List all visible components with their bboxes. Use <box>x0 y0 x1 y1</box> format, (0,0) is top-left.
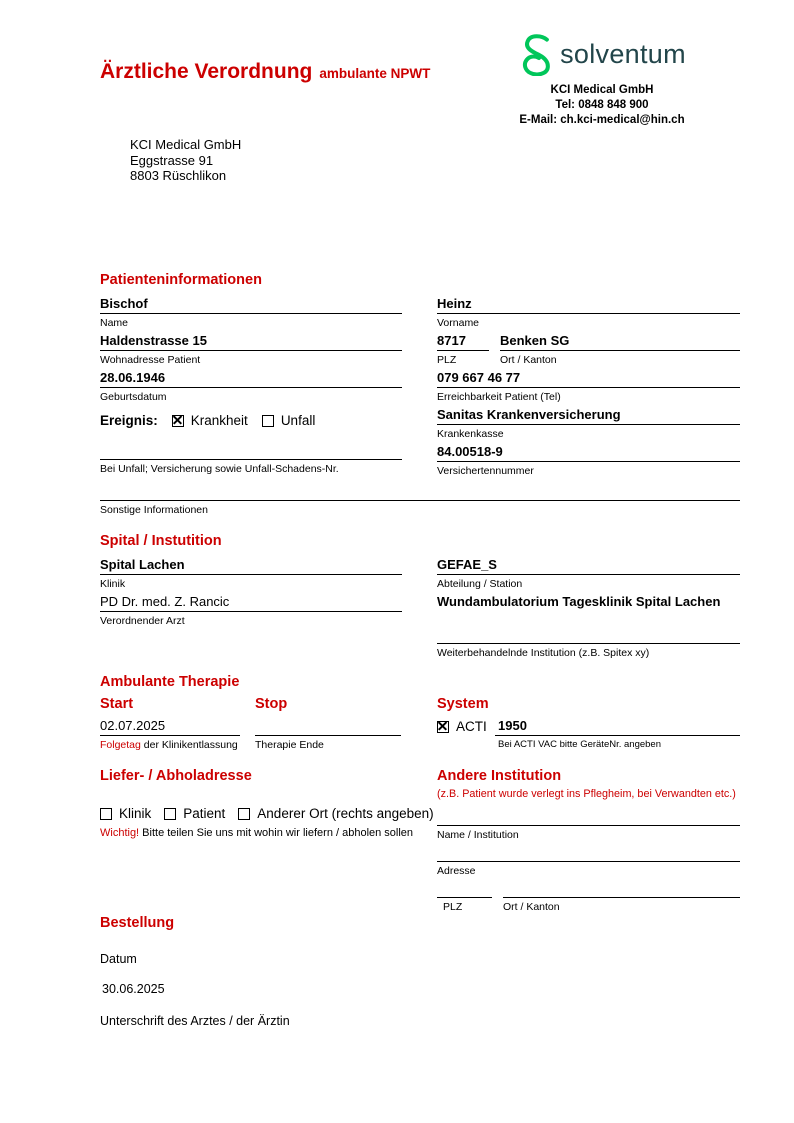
therapie-start-label-red: Folgetag <box>100 739 141 751</box>
field-patient-name <box>100 296 402 329</box>
section-title-therapie: Ambulante Therapie <box>100 674 240 690</box>
therapie-start-heading: Start <box>100 696 134 712</box>
abteilung-value: GEFAE_S <box>437 557 740 575</box>
section-title-andere: Andere Institution <box>437 768 562 784</box>
liefer-options-row <box>100 806 434 821</box>
field-therapie-stop <box>255 718 401 751</box>
field-klinik <box>100 557 402 590</box>
field-patient-geburtsdatum <box>100 370 402 403</box>
arzt-label: Verordnender Arzt <box>100 615 185 627</box>
liefer-note-red: Wichtig! <box>100 827 140 839</box>
andere-ort-value <box>503 880 740 898</box>
versichertennummer-label: Versichertennummer <box>437 465 534 477</box>
field-abteilung <box>437 557 740 590</box>
liefer-klinik-checkbox[interactable] <box>100 808 112 820</box>
klinik-value: Spital Lachen <box>100 557 402 575</box>
sender-address <box>130 137 241 184</box>
field-andere-name <box>437 808 740 841</box>
field-weiterbehandelnde-institution <box>437 594 740 659</box>
section-title-bestellung: Bestellung <box>100 915 175 931</box>
sonstige-label: Sonstige Informationen <box>100 504 208 516</box>
field-krankenkasse <box>437 407 740 440</box>
bestellung-datum-label: Datum <box>100 952 137 966</box>
system-option-row <box>437 719 487 734</box>
field-sonstige-informationen <box>100 483 740 516</box>
andere-plz-label: PLZ <box>443 901 463 913</box>
field-andere-plz <box>437 880 492 913</box>
field-andere-ort <box>503 880 740 913</box>
system-label: Bei ACTI VAC bitte GeräteNr. angeben <box>498 739 661 750</box>
system-value: 1950 <box>495 718 740 736</box>
sender-line-3: 8803 Rüschlikon <box>130 168 227 183</box>
page-title-row <box>100 60 430 84</box>
page-subtitle: ambulante NPWT <box>319 66 431 81</box>
field-unfall-nr <box>100 442 402 475</box>
andere-adresse-value <box>437 844 740 862</box>
brand-tel: Tel: 0848 848 900 <box>555 99 649 111</box>
andere-subtitle: (z.B. Patient wurde verlegt ins Pflegheim, bei Verwandten etc.) <box>437 788 736 800</box>
patient-tel-value: 079 667 46 77 <box>437 370 740 388</box>
patient-name-label: Name <box>100 317 129 329</box>
ereignis-label: Ereignis: <box>100 413 158 428</box>
krankenkasse-value: Sanitas Krankenversicherung <box>437 407 740 425</box>
patient-adresse-value: Haldenstrasse 15 <box>100 333 402 351</box>
field-system-geraetenr <box>495 718 740 751</box>
brand-contact <box>468 83 736 128</box>
patient-geburtsdatum-label: Geburtsdatum <box>100 391 167 403</box>
sender-line-1: KCI Medical GmbH <box>130 137 242 152</box>
solventum-logo-icon <box>518 33 553 76</box>
krankenkasse-label: Krankenkasse <box>437 428 504 440</box>
weiterbehandelnde-label: Weiterbehandelnde Institution (z.B. Spitex xy) <box>437 647 650 659</box>
unfall-checkbox[interactable] <box>262 415 274 427</box>
liefer-klinik-label: Klinik <box>119 806 152 821</box>
section-title-spital: Spital / Instutition <box>100 533 222 549</box>
weiterbehandelnde-value: Wundambulatorium Tagesklinik Spital Lachen <box>437 594 740 644</box>
therapie-start-label-rest: der Klinikentlassung <box>140 739 238 751</box>
andere-adresse-label: Adresse <box>437 865 476 877</box>
liefer-anderer-ort-label: Anderer Ort (rechts angeben) <box>257 806 434 821</box>
liefer-note <box>100 827 413 839</box>
field-patient-vorname <box>437 296 740 329</box>
andere-name-label: Name / Institution <box>437 829 519 841</box>
patient-geburtsdatum-value: 28.06.1946 <box>100 370 402 388</box>
andere-name-value <box>437 808 740 826</box>
patient-vorname-value: Heinz <box>437 296 740 314</box>
therapie-stop-heading: Stop <box>255 696 288 712</box>
field-patient-plz <box>437 333 489 366</box>
section-title-liefer: Liefer- / Abholadresse <box>100 768 252 784</box>
patient-plz-value: 8717 <box>437 333 489 351</box>
system-option-label: ACTI <box>456 719 487 734</box>
field-andere-adresse <box>437 844 740 877</box>
field-verordnender-arzt <box>100 594 402 627</box>
versichertennummer-value: 84.00518-9 <box>437 444 740 462</box>
krankheit-checkbox[interactable] <box>172 415 184 427</box>
liefer-note-rest: Bitte teilen Sie uns mit wohin wir liefern / abholen sollen <box>139 827 414 839</box>
abteilung-label: Abteilung / Station <box>437 578 523 590</box>
unfall-nr-label: Bei Unfall; Versicherung sowie Unfall-Schadens-Nr. <box>100 463 339 475</box>
field-patient-adresse <box>100 333 402 366</box>
patient-name-value: Bischof <box>100 296 402 314</box>
field-versichertennummer <box>437 444 740 477</box>
page-title: Ärztliche Verordnung <box>100 60 313 83</box>
brand-logo-row <box>468 33 736 76</box>
system-acti-checkbox[interactable] <box>437 721 449 733</box>
therapie-stop-label: Therapie Ende <box>255 739 324 751</box>
therapie-start-value: 02.07.2025 <box>100 718 240 736</box>
brand-block <box>468 33 736 128</box>
andere-ort-label: Ort / Kanton <box>503 901 560 913</box>
unfall-nr-value <box>100 442 402 460</box>
krankheit-option-label: Krankheit <box>190 413 248 428</box>
sonstige-value <box>100 483 740 501</box>
patient-ort-value: Benken SG <box>500 333 740 351</box>
brand-email: E-Mail: ch.kci-medical@hin.ch <box>519 114 685 126</box>
ereignis-row <box>100 413 315 428</box>
andere-plz-value <box>437 880 492 898</box>
liefer-anderer-ort-checkbox[interactable] <box>238 808 250 820</box>
patient-adresse-label: Wohnadresse Patient <box>100 354 201 366</box>
bestellung-datum-value: 30.06.2025 <box>102 982 165 996</box>
patient-ort-label: Ort / Kanton <box>500 354 557 366</box>
unfall-option-label: Unfall <box>280 413 316 428</box>
bestellung-signature-label: Unterschrift des Arztes / der Ärztin <box>100 1014 290 1028</box>
patient-plz-label: PLZ <box>437 354 457 366</box>
sender-line-2: Eggstrasse 91 <box>130 152 214 168</box>
therapie-stop-value <box>255 718 401 736</box>
patient-tel-label: Erreichbarkeit Patient (Tel) <box>437 391 561 403</box>
therapie-system-heading: System <box>437 696 489 712</box>
liefer-patient-label: Patient <box>183 806 226 821</box>
liefer-patient-checkbox[interactable] <box>164 808 176 820</box>
arzt-value: PD Dr. med. Z. Rancic <box>100 594 402 612</box>
field-therapie-start <box>100 718 240 751</box>
section-title-patient: Patienteninformationen <box>100 272 262 288</box>
patient-vorname-label: Vorname <box>437 317 480 329</box>
field-patient-tel <box>437 370 740 403</box>
therapie-start-label <box>100 736 240 751</box>
field-patient-ort <box>500 333 740 366</box>
klinik-label: Klinik <box>100 578 126 590</box>
brand-wordmark: solventum <box>560 39 686 69</box>
brand-company: KCI Medical GmbH <box>550 84 654 96</box>
